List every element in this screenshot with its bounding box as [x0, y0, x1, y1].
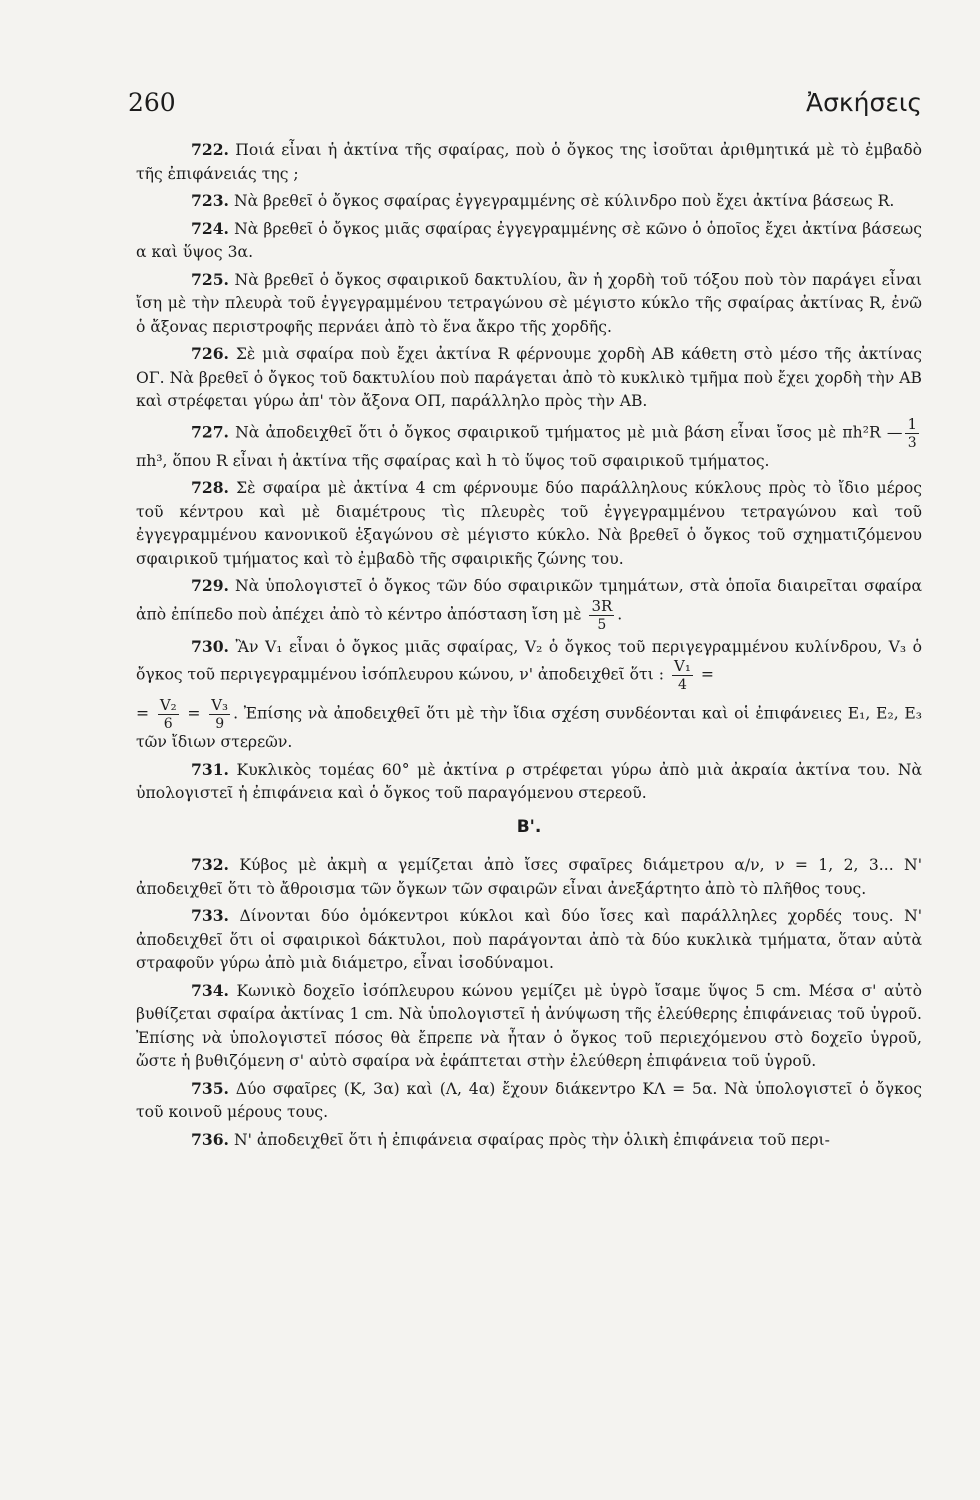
- exercise-735: [136, 1077, 922, 1125]
- running-title: Ἀσκήσεις: [805, 88, 922, 117]
- fraction-numerator: 3R: [591, 596, 613, 615]
- exercise-text: Ἂν V₁ εἶναι ὁ ὄγκος μιᾶς σφαίρας, V₂ ὁ ὄγκος τοῦ περιγεγραμμένου κυλίνδρου, V₃ ὁ ὄγκος τοῦ περιγεγραμμένου ἰσόπλευρου κώνου, ν' ἀποδειχθεῖ ὅτι :: [136, 637, 922, 684]
- equals-sign: =: [136, 704, 150, 723]
- exercise-733: [136, 904, 922, 976]
- formula: πh²R —: [842, 423, 903, 441]
- fraction: [905, 414, 919, 451]
- exercise-text: Ποιά εἶναι ἡ ἀκτίνα τῆς σφαίρας, ποὺ ὁ ὄγκος της ἰσοῦται ἀριθμητικά μὲ τὸ ἐμβαδὸ τῆς ἐπιφάνειάς της ;: [136, 141, 922, 183]
- fraction-numerator: V₂: [159, 696, 177, 714]
- exercise-text: Δίνονται δύο ὁμόκεντροι κύκλοι καὶ δύο ἴσες καὶ παράλληλες χορδές τους. Ν' ἀποδειχθεῖ ὅτι οἱ σφαιρικοὶ δάκτυλοι, ποὺ παράγονται ἀπὸ τὰ δύο κυκλικὰ τμήματα, ὅταν αὐτὰ στραφοῦν γύρω ἀπὸ μιὰ διάμετρο, εἶναι ἰσοδύναμοι.: [136, 907, 922, 972]
- exercise-text: Νὰ ἀποδειχθεῖ ὅτι ὁ ὄγκος σφαιρικοῦ τμήματος μὲ μιὰ βάση εἶναι ἴσος μὲ: [235, 423, 837, 441]
- exercise-731: [136, 758, 922, 806]
- fraction: [209, 698, 230, 731]
- exercise-number: 734.: [191, 980, 229, 1000]
- exercise-723: [136, 189, 922, 214]
- exercise-number: 723.: [191, 191, 229, 210]
- exercise-number: 732.: [191, 855, 229, 874]
- fraction-numerator: 1: [907, 414, 917, 433]
- exercise-text: Σὲ σφαίρα μὲ ἀκτίνα 4 cm φέρνουμε δύο παράλληλους κύκλους πρὸς τὸ ἴδιο μέρος τοῦ κέντρου καὶ μὲ διαμέτρους τὶς πλευρὲς τοῦ ἐγγεγραμμένου τετραγώνου καὶ τοῦ ἐγγεγραμμένου κανονικοῦ ἑξαγώνου σὲ μέγιστο κύκλο. Νὰ βρεθεῖ ὁ ὄγκος τοῦ σχηματιζόμενου σφαιρικοῦ τμήματος καὶ τὸ ἐμβαδὸ τῆς σφαιρικῆς ζώνης του.: [136, 479, 922, 568]
- section-heading: B'.: [516, 816, 542, 837]
- fraction-numerator: V₁: [673, 657, 691, 675]
- exercise-726: [136, 342, 922, 414]
- exercise-729: [136, 574, 922, 632]
- exercise-text: .: [617, 605, 623, 623]
- exercise-number: 726.: [191, 344, 229, 363]
- exercise-number: 735.: [191, 1078, 229, 1098]
- fraction: [158, 698, 179, 731]
- fraction: [672, 659, 693, 692]
- exercise-736: [136, 1128, 922, 1153]
- exercise-730: [136, 635, 922, 693]
- page-header: [128, 88, 922, 128]
- fraction-numerator: V₃: [211, 696, 229, 714]
- exercise-text: Νὰ βρεθεῖ ὁ ὄγκος σφαίρας ἐγγεγραμμένης σὲ κύλινδρο ποὺ ἔχει ἀκτίνα βάσεως R.: [233, 192, 895, 210]
- fraction-denominator: 6: [163, 716, 173, 732]
- exercise-734: [136, 979, 922, 1074]
- exercise-number: 728.: [191, 478, 229, 497]
- exercise-number: 731.: [191, 759, 229, 779]
- page-number: 260: [128, 88, 176, 117]
- exercise-number: 725.: [191, 269, 229, 289]
- fraction: [589, 596, 614, 633]
- exercise-text: Σὲ μιὰ σφαίρα ποὺ ἔχει ἀκτίνα R φέρνουμε χορδὴ AB κάθετη στὸ μέσο τῆς ἀκτίνας ΟΓ. Νὰ βρεθεῖ ὁ ὄγκος τοῦ δακτυλίου ποὺ παράγεται ἀπὸ τὸ κυκλικὸ τμῆμα ποὺ ἔχει χορδὴ τὴν AB καὶ στρέφεται γύρω ἀπ' τὸν ἄξονα ΟΠ, παράλληλο πρὸς τὴν AB.: [136, 345, 922, 410]
- exercise-number: 724.: [191, 218, 229, 238]
- equals-sign: =: [700, 665, 714, 684]
- exercise-number: 733.: [191, 906, 229, 925]
- exercise-text: Νὰ βρεθεῖ ὁ ὄγκος σφαιρικοῦ δακτυλίου, ἂν ἡ χορδὴ τοῦ τόξου ποὺ τὸν παράγει εἶναι ἴση μὲ τὴν πλευρὰ τοῦ ἐγγεγραμμένου τετραγώνου σὲ μέγιστο κύκλο τῆς σφαίρας ἀκτίνας R, ἐνῶ ὁ ἄξονας περιστροφῆς περνάει ἀπὸ τὸ ἕνα ἄκρο τῆς χορδῆς.: [136, 270, 922, 336]
- exercise-text: Νὰ ὑπολογιστεῖ ὁ ὄγκος τῶν δύο σφαιρικῶν τμημάτων, στὰ ὁποῖα διαιρεῖται σφαίρα ἀπὸ ἐπίπεδο ποὺ ἀπέχει ἀπὸ τὸ κέντρο ἀπόσταση ἴση μὲ: [136, 577, 922, 623]
- exercise-number: 729.: [191, 576, 229, 595]
- fraction-denominator: 9: [215, 716, 225, 732]
- exercise-text: Κυκλικὸς τομέας 60° μὲ ἀκτίνα ρ στρέφεται γύρω ἀπὸ μιὰ ἀκραία ἀκτίνα του. Νὰ ὑπολογιστεῖ ἡ ἐπιφάνεια καὶ ὁ ὄγκος τοῦ παραγόμενου στερεοῦ.: [136, 760, 922, 802]
- equals-sign: =: [187, 704, 201, 723]
- exercise-724: [136, 217, 922, 265]
- exercise-728: [136, 476, 922, 571]
- exercise-725: [136, 268, 922, 340]
- exercise-number: 730.: [191, 636, 229, 656]
- fraction-denominator: 4: [677, 677, 687, 693]
- exercise-text: Κωνικὸ δοχεῖο ἰσόπλευρου κώνου γεμίζει μὲ ὑγρὸ ἴσαμε ὕψος 5 cm. Μέσα σ' αὐτὸ βυθίζεται σφαίρα ἀκτίνας 1 cm. Νὰ ὑπολογιστεῖ ἡ ἀνύψωση τῆς ἐλεύθερης ἐπιφάνειας τοῦ ὑγροῦ. Ἐπίσης νὰ ὑπολογιστεῖ πόσος θὰ ἔπρεπε νὰ ἦταν ὁ ὄγκος τοῦ περιεχόμενου στὸ δοχεῖο ὑγροῦ, ὥστε ἡ βυθιζόμενη σ' αὐτὸ σφαίρα νὰ ἐφάπτεται στὴν ἐλεύθερη ἐπιφάνεια τοῦ ὑγροῦ.: [136, 981, 922, 1070]
- exercise-number: 727.: [191, 422, 229, 441]
- fraction-denominator: 3: [907, 434, 917, 451]
- exercise-text: Ν' ἀποδειχθεῖ ὅτι ἡ ἐπιφάνεια σφαίρας πρὸς τὴν ὁλικὴ ἐπιφάνεια τοῦ περι-: [233, 1130, 830, 1149]
- fraction-denominator: 5: [597, 616, 607, 633]
- exercise-text: Δύο σφαῖρες (K, 3α) καὶ (Λ, 4α) ἔχουν διάκεντρο KΛ = 5α. Νὰ ὑπολογιστεῖ ὁ ὄγκος τοῦ κοινοῦ μέρους τους.: [136, 1079, 922, 1121]
- exercise-text: Νὰ βρεθεῖ ὁ ὄγκος μιᾶς σφαίρας ἐγγεγραμμένης σὲ κῶνο ὁ ὁποῖος ἔχει ἀκτίνα βάσεως α καὶ ὕψος 3α.: [136, 219, 922, 261]
- exercise-730-continued: [136, 698, 922, 755]
- exercises-body: [136, 138, 922, 1155]
- exercise-732: [136, 853, 922, 901]
- exercise-722: [136, 138, 922, 186]
- formula: πh³, ὅπου R εἶναι ἡ ἀκτίνα τῆς σφαίρας καὶ h τὸ ὕψος τοῦ σφαιρικοῦ τμήματος.: [136, 451, 770, 470]
- exercise-text: Κύβος μὲ ἀκμὴ α γεμίζεται ἀπὸ ἴσες σφαῖρες διάμετρου α/ν, ν = 1, 2, 3... Ν' ἀποδειχθεῖ ὅτι τὸ ἄθροισμα τῶν ὄγκων τῶν σφαιρῶν εἶναι ἀνεξάρτητο ἀπὸ τὸ πλῆθος τους.: [136, 856, 922, 898]
- exercise-text: . Ἐπίσης νὰ ἀποδειχθεῖ ὅτι μὲ τὴν ἴδια σχέση συνδέονται καὶ οἱ ἐπιφάνειες E₁, E₂, E₃ τῶν ἴδιων στερεῶν.: [136, 704, 923, 751]
- exercise-727: [136, 414, 922, 474]
- exercise-number: 736.: [191, 1129, 229, 1149]
- exercise-number: 722.: [191, 140, 229, 159]
